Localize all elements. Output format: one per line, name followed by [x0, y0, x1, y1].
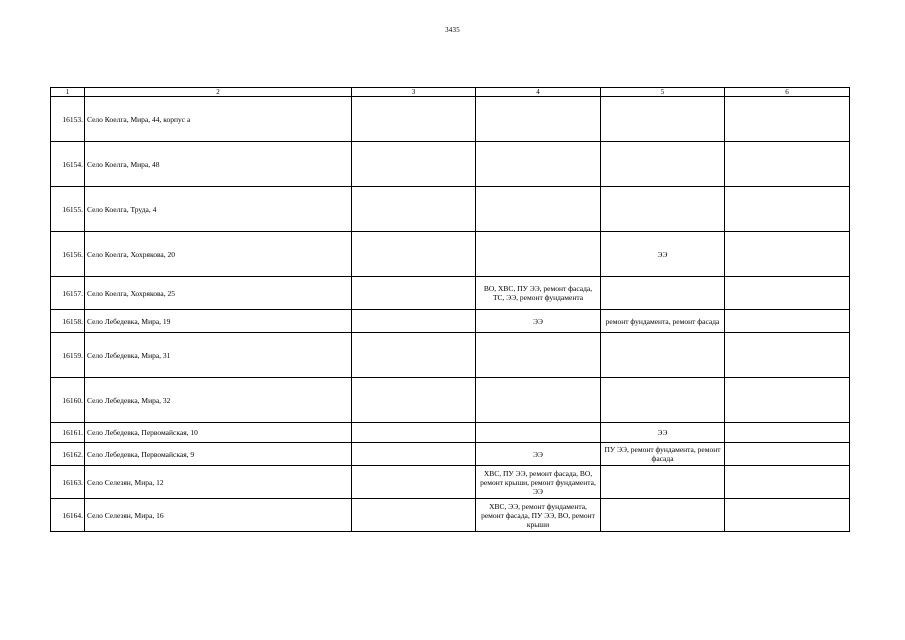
row-cell: [601, 466, 725, 499]
column-header: 6: [725, 88, 850, 97]
table-row: [51, 232, 850, 277]
row-number: 16154.: [51, 142, 85, 187]
row-cell: [725, 142, 850, 187]
row-cell: [352, 97, 476, 142]
row-cell: [352, 232, 476, 277]
row-address: Село Селезян, Мира, 16: [85, 499, 352, 532]
row-cell: [725, 310, 850, 333]
row-number: 16160.: [51, 378, 85, 423]
row-cell: [601, 499, 725, 532]
row-cell: [352, 333, 476, 378]
row-number: 16157.: [51, 277, 85, 310]
row-cell: [476, 97, 601, 142]
row-cell: [476, 333, 601, 378]
row-address: Село Коелга, Хохрякова, 20: [85, 232, 352, 277]
row-cell: [725, 423, 850, 443]
column-header: 3: [352, 88, 476, 97]
data-table: [50, 87, 850, 532]
row-cell: [352, 499, 476, 532]
row-cell: ХВС, ПУ ЭЭ, ремонт фасада, ВО, ремонт крыши, ремонт фундамента, ЭЭ: [476, 466, 601, 499]
row-cell: [725, 443, 850, 466]
row-cell: [476, 423, 601, 443]
row-address: Село Лебедевка, Первомайская, 9: [85, 443, 352, 466]
row-number: 16161.: [51, 423, 85, 443]
row-number: 16163.: [51, 466, 85, 499]
row-cell: ВО, ХВС, ПУ ЭЭ, ремонт фасада, ТС, ЭЭ, ремонт фундамента: [476, 277, 601, 310]
row-number: 16156.: [51, 232, 85, 277]
row-cell: [601, 277, 725, 310]
row-cell: [352, 187, 476, 232]
table-row: [51, 277, 850, 310]
row-number: 16153.: [51, 97, 85, 142]
row-address: Село Лебедевка, Мира, 19: [85, 310, 352, 333]
row-cell: [725, 97, 850, 142]
row-address: Село Коелга, Мира, 48: [85, 142, 352, 187]
table-row: [51, 333, 850, 378]
table-row: [51, 187, 850, 232]
row-cell: [725, 466, 850, 499]
row-cell: [352, 277, 476, 310]
row-cell: [725, 187, 850, 232]
table-row: [51, 499, 850, 532]
column-header: 4: [476, 88, 601, 97]
table-row: [51, 310, 850, 333]
column-header: 5: [601, 88, 725, 97]
row-cell: [725, 378, 850, 423]
row-address: Село Коелга, Труда, 4: [85, 187, 352, 232]
row-number: 16158.: [51, 310, 85, 333]
table-row: [51, 423, 850, 443]
row-number: 16155.: [51, 187, 85, 232]
row-cell: ЭЭ: [601, 423, 725, 443]
row-cell: [725, 333, 850, 378]
row-cell: ХВС, ЭЭ, ремонт фундамента, ремонт фасада, ПУ ЭЭ, ВО, ремонт крыши: [476, 499, 601, 532]
row-cell: ПУ ЭЭ, ремонт фундамента, ремонт фасада: [601, 443, 725, 466]
table-row: [51, 378, 850, 423]
row-cell: [476, 187, 601, 232]
row-address: Село Коелга, Хохрякова, 25: [85, 277, 352, 310]
column-header: 1: [51, 88, 85, 97]
row-address: Село Лебедевка, Мира, 32: [85, 378, 352, 423]
row-cell: [601, 378, 725, 423]
table-row: [51, 142, 850, 187]
row-cell: [352, 423, 476, 443]
row-number: 16162.: [51, 443, 85, 466]
page-number: 3435: [445, 26, 460, 34]
row-cell: ремонт фундамента, ремонт фасада: [601, 310, 725, 333]
row-cell: [725, 499, 850, 532]
row-address: Село Коелга, Мира, 44, корпус а: [85, 97, 352, 142]
header-row: [51, 88, 850, 97]
row-cell: ЭЭ: [476, 443, 601, 466]
row-cell: [352, 310, 476, 333]
row-cell: [476, 232, 601, 277]
row-cell: [352, 142, 476, 187]
row-address: Село Селезян, Мира, 12: [85, 466, 352, 499]
row-cell: [601, 333, 725, 378]
row-cell: [352, 466, 476, 499]
row-cell: ЭЭ: [601, 232, 725, 277]
row-address: Село Лебедевка, Первомайская, 10: [85, 423, 352, 443]
row-cell: [601, 97, 725, 142]
row-address: Село Лебедевка, Мира, 31: [85, 333, 352, 378]
row-number: 16159.: [51, 333, 85, 378]
table-row: [51, 466, 850, 499]
row-cell: [725, 277, 850, 310]
row-cell: [476, 378, 601, 423]
row-cell: [601, 187, 725, 232]
table-row: [51, 97, 850, 142]
table-row: [51, 443, 850, 466]
row-cell: [601, 142, 725, 187]
row-cell: [352, 443, 476, 466]
row-cell: [352, 378, 476, 423]
row-cell: ЭЭ: [476, 310, 601, 333]
row-cell: [476, 142, 601, 187]
column-header: 2: [85, 88, 352, 97]
row-cell: [725, 232, 850, 277]
row-number: 16164.: [51, 499, 85, 532]
